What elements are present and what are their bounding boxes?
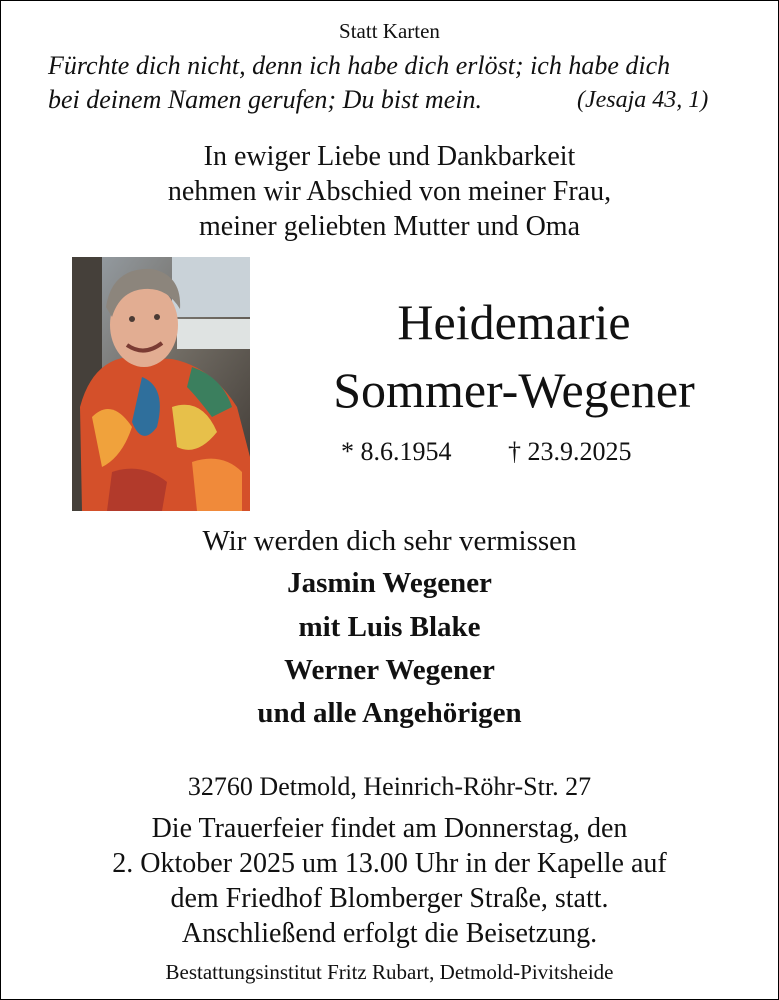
death-date: † 23.9.2025 <box>508 437 632 466</box>
service-info-line-4: Anschließend erfolgt die Beisetzung. <box>181 918 598 949</box>
intro-line-3: meiner geliebten Mutter und Oma <box>199 211 580 242</box>
deceased-last-name: Sommer-Wegener <box>333 362 695 418</box>
bible-verse-reference: (Jesaja 43, 1) <box>577 87 709 113</box>
portrait-photo <box>72 257 250 511</box>
bible-verse-line-2: bei deinem Namen gerufen; Du bist mein. <box>48 85 482 114</box>
mourner-name: Werner Wegener <box>284 654 495 686</box>
header-label: Statt Karten <box>339 19 440 43</box>
intro-line-2: nehmen wir Abschied von meiner Frau, <box>167 176 612 207</box>
service-info-line-2: 2. Oktober 2025 um 13.00 Uhr in der Kapelle auf <box>112 848 667 879</box>
service-info-line-3: dem Friedhof Blomberger Straße, statt. <box>170 883 609 914</box>
mourner-name: mit Luis Blake <box>298 611 481 643</box>
birth-date: * 8.6.1954 <box>341 437 452 466</box>
mourner-name: und alle Angehörigen <box>257 697 522 729</box>
mourners-intro: Wir werden dich sehr vermissen <box>202 525 577 557</box>
family-address: 32760 Detmold, Heinrich-Röhr-Str. 27 <box>187 772 592 801</box>
bible-verse-line-1: Fürchte dich nicht, denn ich habe dich erlöst; ich habe dich <box>48 51 671 80</box>
portrait-photo-image <box>72 257 250 511</box>
deceased-first-name: Heidemarie <box>397 294 631 350</box>
service-info-line-1: Die Trauerfeier findet am Donnerstag, den <box>151 813 628 844</box>
intro-line-1: In ewiger Liebe und Dankbarkeit <box>203 141 576 172</box>
mourner-name: Jasmin Wegener <box>287 567 492 599</box>
funeral-home-credit: Bestattungsinstitut Fritz Rubart, Detmold-Pivitsheide <box>165 960 614 984</box>
